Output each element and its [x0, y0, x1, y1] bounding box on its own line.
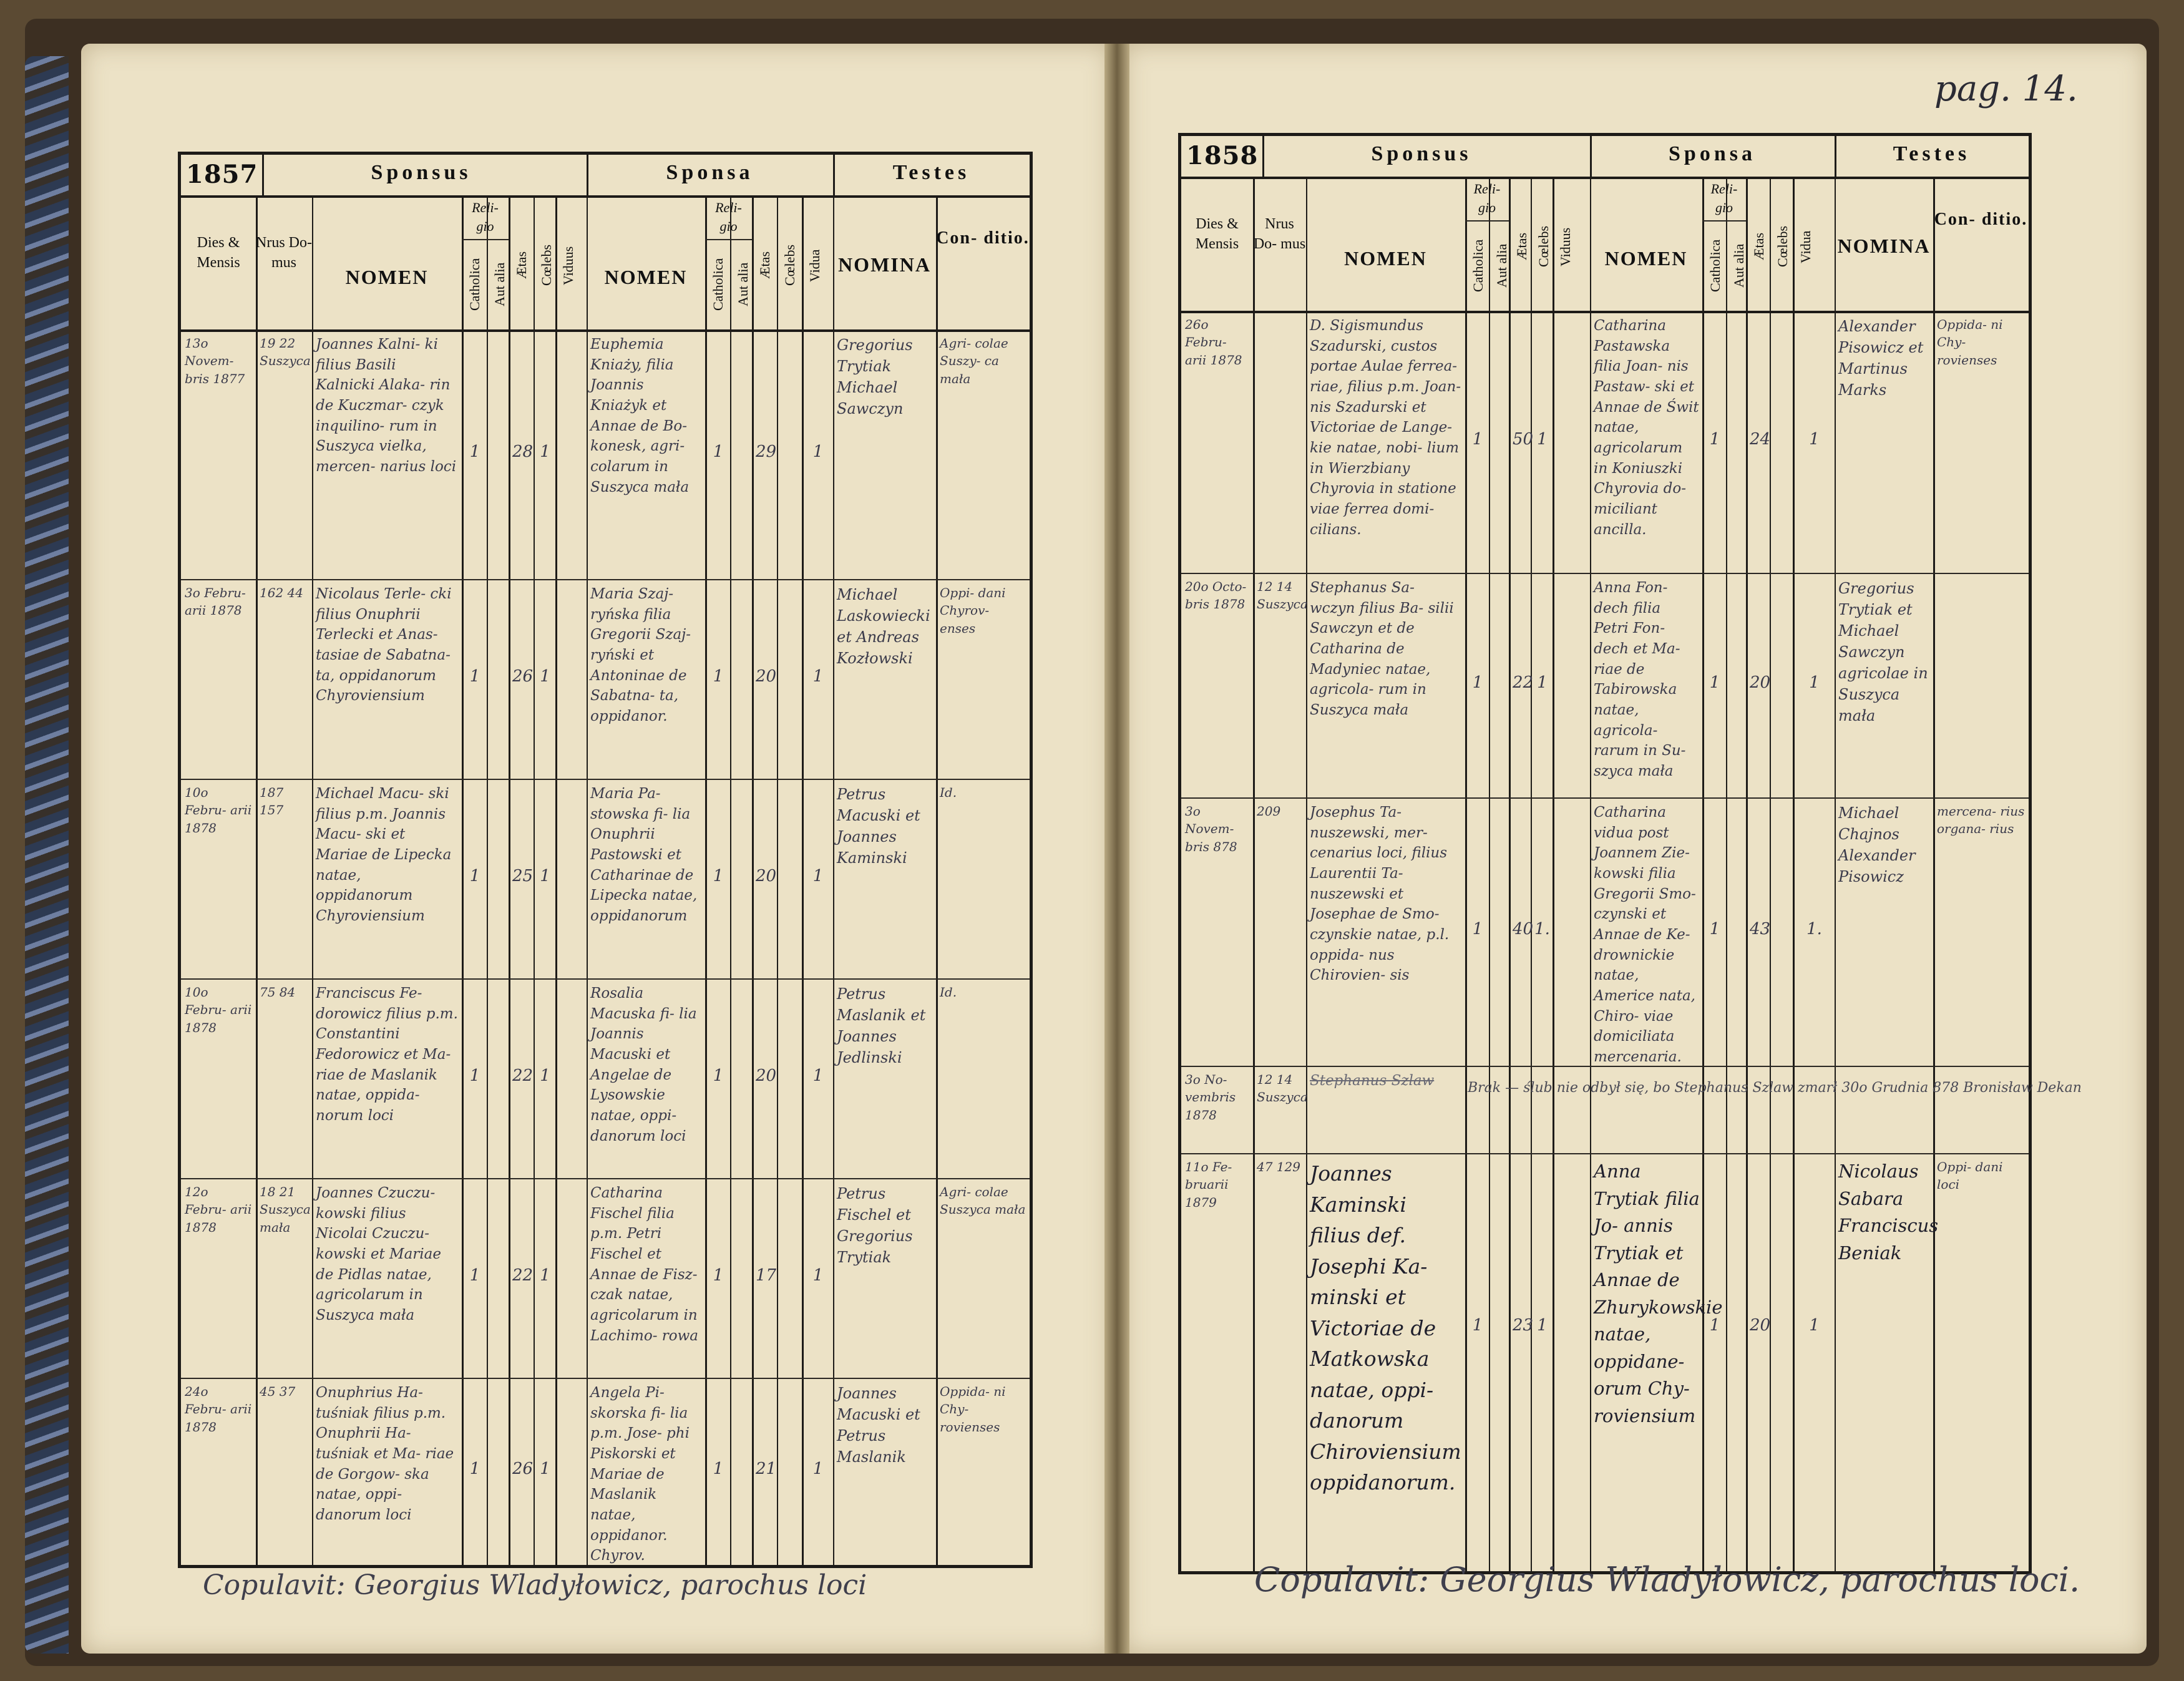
aetas-heading: Ætas — [1751, 233, 1767, 261]
religio-heading: Reli- gio — [472, 200, 499, 234]
entry-sponsa-aetas: 20 — [1750, 1316, 1771, 1335]
sponsa-heading: Sponsa — [666, 161, 754, 184]
entry-witness-condition — [1937, 578, 2026, 794]
viduus-heading: Viduus — [1558, 227, 1573, 266]
sponsus-nomen-heading: NOMEN — [345, 266, 429, 288]
column-line — [462, 195, 464, 1565]
aetas-heading: Ætas — [514, 251, 529, 280]
caelebs-heading: Cœlebs — [539, 245, 554, 286]
entry-sponsus-name: Michael Macu- ski filius p.m. Joannis Macu- ski et Mariae de Lipecka natae, oppidanorum Chyroviensium — [316, 786, 452, 924]
entry-sponsus-catholica: 1 — [1472, 430, 1483, 449]
entry-witness-condition: Agri- colae Suszyca mała — [940, 1184, 1026, 1217]
row-divider — [181, 779, 1030, 780]
testes-heading: Testes — [1893, 142, 1971, 165]
vidua-heading: Vidua — [1798, 230, 1813, 263]
entry-sponsus-catholica: 1 — [469, 1266, 480, 1285]
entry-witness-condition: mercena- rius organa- rius — [1937, 804, 2025, 837]
row-divider — [181, 1178, 1030, 1179]
column-line — [555, 195, 557, 1565]
entry-sponsus-name: Joannes Kaminski filius def. Josephi Ka- minski et Victoriae de Matkowska natae, oppi- danorum Chiroviensium oppidanorum. — [1310, 1161, 1461, 1494]
entry-sponsus-aetas: 22 — [512, 1066, 534, 1085]
entry-sponsus-aetas: 22 — [1513, 673, 1534, 692]
entry-sponsus-name: Stephanus Sa- wczyn filius Ba- silii Sawczyn et de Catharina de Madyniec natae, agricola- rum in Suszyca mała — [1310, 580, 1454, 718]
group-separator — [587, 155, 588, 195]
entry-sponsa-status: 1 — [812, 867, 824, 885]
religio-underline — [1465, 220, 1509, 222]
entry-sponsa-catholica: 1 — [1709, 673, 1720, 692]
entry-sponsus-caelebs: 1 — [1537, 673, 1548, 692]
entry-sponsa-status: 1 — [812, 1266, 824, 1285]
nrus-domus-heading: Nrus Do- mus — [1253, 216, 1306, 253]
column-line — [509, 195, 510, 1565]
catholica-heading: Catholica — [710, 258, 726, 311]
marbled-edge — [25, 56, 69, 1654]
entry-house-number: 19 22 Suszyca — [260, 336, 311, 369]
sponsa-nomen-heading: NOMEN — [604, 266, 688, 288]
group-separator — [833, 155, 835, 195]
entry-sponsa-catholica: 1 — [713, 442, 724, 461]
entry-date: 10o Febru- arii 1878 — [185, 785, 252, 836]
entry-sponsa-status: 1 — [812, 667, 824, 686]
entry-date: 3o Novem- bris 878 — [1185, 804, 1237, 854]
header-divider — [181, 195, 1030, 198]
column-line — [587, 195, 588, 1565]
entry-sponsa-status: 1 — [812, 442, 824, 461]
entry-sponsa-name: Rosalia Macuska fi- lia Joannis Macuski et Angelae de Lysowskie natae, oppi- danorum loci — [590, 985, 697, 1144]
caelebs-heading: Cœlebs — [782, 245, 797, 286]
entry-sponsus-name: Josephus Ta- nuszewski, mer- cenarius loci, filius Laurentii Ta- nuszewski et Josephae de Smo- czynskie natae, p.l. oppida- nus Chirovien- sis — [1310, 804, 1450, 984]
right-register-table — [1178, 133, 2082, 1574]
entry-date: 10o Febru- arii 1878 — [185, 985, 252, 1035]
entry-sponsa-catholica: 1 — [1709, 1316, 1720, 1335]
year-label: 1857 — [186, 160, 258, 189]
entry-house-number: 162 44 — [260, 585, 303, 600]
group-separator — [1835, 136, 1836, 177]
row-divider — [181, 978, 1030, 980]
entry-sponsus-aetas: 23 — [1513, 1316, 1534, 1335]
entry-witnesses: Michael Chajnos Alexander Pisowicz — [1838, 804, 1916, 886]
header-bottom-divider — [1181, 311, 2029, 313]
sponsus-heading: Sponsus — [1371, 142, 1472, 165]
entry-house-number: 45 37 — [260, 1384, 296, 1399]
testes-heading: Testes — [892, 161, 970, 184]
entry-house-number — [1257, 316, 1304, 569]
religio-underline — [705, 239, 752, 240]
book-gutter — [1104, 44, 1129, 1654]
catholica-heading: Catholica — [1707, 239, 1723, 293]
entry-date: 11o Fe- bruarii 1879 — [1185, 1159, 1232, 1210]
religio-heading: Reli- gio — [715, 200, 742, 234]
column-line — [1746, 177, 1748, 1571]
column-line — [802, 195, 804, 1565]
entry-house-number: 18 21 Suszyca mała — [260, 1184, 311, 1235]
entry-witnesses: Alexander Pisowicz et Martinus Marks — [1838, 318, 1924, 399]
aetas-heading: Ætas — [1514, 233, 1529, 261]
religio-underline — [1702, 220, 1746, 222]
entry-sponsus-name: Stephanus Szlaw — [1310, 1073, 1435, 1089]
entry-sponsus-catholica: 1 — [469, 442, 480, 461]
entry-sponsus-name: D. Sigismundus Szadurski, custos portae Aulae ferrea- riae, filius p.m. Joan- nis Szadurski et Victoriae de Lange- kie natae, nobi- lium in Wierzbiany Chyrovia in statione viae ferrea domi- cilians. — [1310, 318, 1461, 538]
entry-sponsa-name: Angela Pi- skorska fi- lia p.m. Jose- phi Piskorski et Mariae de Maslanik natae, oppidanor. Chyrov. — [590, 1385, 690, 1564]
entry-date: 13o Novem- bris 1877 — [185, 336, 245, 386]
entry-sponsus-caelebs: 1 — [540, 1066, 550, 1085]
entry-sponsus-catholica: 1 — [469, 1459, 480, 1478]
entry-witnesses: Michael Laskowiecki et Andreas Kozłowski — [837, 586, 930, 668]
sponsus-heading: Sponsus — [371, 161, 472, 184]
entry-sponsa-name: Catharina Pastawska filia Joan- nis Pastaw- ski et Annae de Świt natae, agricolarum in Koniuszki Chyrovia do- miciliant ancilla. — [1594, 318, 1699, 538]
entry-sponsa-name: Anna Trytiak filia Jo- annis Trytiak et Annae de Zhurykowskie natae, oppidane- orum Chy- roviensium — [1594, 1161, 1723, 1426]
entry-witnesses: Joannes Macuski et Petrus Maslanik — [837, 1385, 920, 1466]
column-line — [1489, 177, 1490, 1571]
entry-sponsa-catholica: 1 — [713, 1266, 724, 1285]
entry-witnesses: Nicolaus Sabara Franciscus Beniak — [1838, 1161, 1939, 1264]
aut-alia-heading: Aut alia — [735, 262, 751, 307]
entry-sponsus-aetas: 22 — [512, 1266, 534, 1285]
entry-sponsa-status: 1. — [1806, 920, 1822, 938]
column-line — [1465, 177, 1467, 1571]
column-line — [705, 195, 707, 1565]
entry-sponsa-aetas: 20 — [756, 667, 777, 686]
entry-witnesses: Petrus Maslanik et Joannes Jedlinski — [837, 985, 926, 1067]
entry-sponsa-catholica: 1 — [1709, 430, 1720, 449]
religio-heading: Reli- gio — [1473, 181, 1501, 215]
entry-sponsus-caelebs: 1 — [1537, 1316, 1548, 1335]
entry-witnesses: Petrus Macuski et Joannes Kaminski — [837, 786, 920, 867]
entry-sponsus-name: Onuphrius Ha- tuśniak filius p.m. Onuphrii Ha- tuśniak et Ma- riae de Gorgow- ska natae, oppi- danorum loci — [316, 1385, 454, 1523]
group-separator — [1590, 136, 1592, 177]
column-line — [534, 195, 535, 1565]
entry-sponsa-status: 1 — [1809, 430, 1820, 449]
column-line — [1770, 177, 1771, 1571]
year-separator — [262, 155, 264, 195]
caelebs-heading: Cœlebs — [1775, 226, 1790, 268]
entry-date: 20o Octo- bris 1878 — [1185, 579, 1247, 612]
entry-sponsa-name: Anna Fon- dech filia Petri Fon- dech et Ma- riae de Tabirowska natae, agricola- rarum in Su- szyca mała — [1594, 580, 1686, 779]
column-line — [1726, 177, 1727, 1571]
entry-sponsa-catholica: 1 — [713, 1459, 724, 1478]
entry-sponsa-name: Euphemia Kniaży, filia Joannis Kniażyk et Annae de Bo- konesk, agri- colarum in Suszyca mała — [590, 336, 690, 495]
left-register-table — [178, 152, 1033, 1568]
entry-sponsa-aetas: 29 — [756, 442, 777, 461]
entry-sponsus-caelebs: 1. — [1534, 920, 1550, 938]
aetas-heading: Ætas — [757, 251, 773, 280]
entry-sponsus-caelebs: 1 — [540, 1266, 550, 1285]
row-divider — [1181, 1153, 2029, 1154]
column-line — [487, 195, 488, 1565]
entry-witness-condition: Oppida- ni Chy- rovienses — [940, 1384, 1006, 1435]
entry-sponsus-catholica: 1 — [1472, 920, 1483, 938]
column-line — [1253, 177, 1255, 1571]
year-separator — [1262, 136, 1264, 177]
sponsa-nomen-heading: NOMEN — [1604, 247, 1688, 270]
header-bottom-divider — [181, 329, 1030, 332]
entry-sponsus-aetas: 40 — [1513, 920, 1534, 938]
entry-sponsus-aetas: 26 — [512, 1459, 534, 1478]
entry-witness-condition: Oppida- ni Chy- rovienses — [1937, 317, 2003, 368]
column-line — [1702, 177, 1704, 1571]
entry-sponsus-caelebs: 1 — [540, 867, 550, 885]
right-signature: Copulavit: Georgius Wladyłowicz, parochus loci. — [1254, 1560, 2080, 1599]
row-divider — [181, 579, 1030, 580]
entry-sponsa-status: 1 — [1809, 673, 1820, 692]
entry-sponsus-aetas: 50 — [1513, 430, 1534, 449]
column-line — [1553, 177, 1554, 1571]
entry-sponsus-name: Franciscus Fe- dorowicz filius p.m. Constantini Fedorowicz et Ma- riae de Maslanik natae, oppida- norum loci — [316, 985, 458, 1124]
column-line — [1590, 177, 1591, 1571]
sponsus-nomen-heading: NOMEN — [1344, 247, 1427, 270]
entry-sponsus-catholica: 1 — [1472, 673, 1483, 692]
religio-heading: Reli- gio — [1710, 181, 1738, 215]
page-number: pag. 14. — [1934, 69, 2078, 109]
entry-sponsus-aetas: 28 — [512, 442, 534, 461]
entry-sponsus-name: Joannes Czuczu- kowski filius Nicolai Czuczu- kowski et Mariae de Pidlas natae, agricolarum in Suszyca mała — [316, 1185, 441, 1323]
entry-house-number: 75 84 — [260, 985, 296, 1000]
aut-alia-heading: Aut alia — [1731, 243, 1747, 288]
entry-sponsus-name: Joannes Kalni- ki filius Basili Kalnicki Alaka- rin de Kuczmar- czyk inquilino- rum in Suszyca vielka, mercen- narius loci — [316, 336, 457, 475]
entry-sponsus-catholica: 1 — [469, 667, 480, 686]
entry-sponsa-status: 1 — [812, 1066, 824, 1085]
entry-sponsa-catholica: 1 — [1709, 920, 1720, 938]
aut-alia-heading: Aut alia — [1494, 243, 1509, 288]
conditio-heading: Con- ditio. — [936, 228, 1030, 248]
row-divider — [1181, 797, 2029, 799]
entry-sponsa-aetas: 24 — [1750, 430, 1771, 449]
column-line — [1835, 177, 1836, 1571]
entry-sponsa-status: 1 — [812, 1459, 824, 1478]
entry-house-number: 187 157 — [260, 785, 284, 818]
entry-sponsa-aetas: 17 — [756, 1266, 777, 1285]
dies-mensis-heading: Dies & Mensis — [1195, 216, 1239, 253]
header-divider — [1181, 177, 2029, 179]
column-line — [1531, 177, 1532, 1571]
entry-sponsa-aetas: 21 — [756, 1459, 777, 1478]
entry-sponsa-catholica: 1 — [713, 1066, 724, 1085]
entry-witness-condition: Agri- colae Suszy- ca mała — [940, 336, 1008, 386]
column-line — [1933, 177, 1935, 1571]
entry-sponsus-caelebs: 1 — [1537, 430, 1548, 449]
entry-sponsus-aetas: 26 — [512, 667, 534, 686]
entry-sponsus-caelebs: 1 — [540, 442, 550, 461]
entry-note: Brak — ślub nie odbył się, bo Stephanus Szlaw zmarł 30o Grudnia 878 Bronisław Dekan — [1468, 1080, 2082, 1096]
conditio-heading: Con- ditio. — [1934, 210, 2028, 229]
entry-date: 3o Febru- arii 1878 — [185, 585, 246, 618]
entry-witness-condition: Id. — [940, 985, 957, 1000]
entry-date: 12o Febru- arii 1878 — [185, 1184, 252, 1235]
entry-sponsus-catholica: 1 — [469, 1066, 480, 1085]
entry-sponsa-aetas: 20 — [1750, 673, 1771, 692]
entry-sponsa-catholica: 1 — [713, 667, 724, 686]
caelebs-heading: Cœlebs — [1536, 226, 1551, 268]
column-line — [730, 195, 731, 1565]
row-divider — [181, 1378, 1030, 1379]
viduus-heading: Viduus — [560, 246, 576, 285]
vidua-heading: Vidua — [807, 249, 822, 282]
entry-witness-condition: Id. — [940, 785, 957, 800]
aut-alia-heading: Aut alia — [492, 262, 507, 307]
column-line — [312, 195, 313, 1565]
dies-mensis-heading: Dies & Mensis — [197, 235, 240, 271]
entry-sponsa-status: 1 — [1809, 1316, 1820, 1335]
entry-witness-condition: Oppi- dani loci — [1937, 1159, 2003, 1192]
entry-witnesses: Gregorius Trytiak Michael Sawczyn — [837, 336, 913, 418]
entry-sponsa-name: Maria Szaj- ryńska filia Gregorii Szaj- ryński et Antoninae de Sabatna- ta, oppidanor. — [590, 586, 691, 724]
entry-house-number: 12 14 Suszyca — [1257, 1072, 1308, 1105]
entry-witnesses: Gregorius Trytiak et Michael Sawczyn agricolae in Suszyca mała — [1838, 580, 1928, 725]
column-line — [1306, 177, 1307, 1571]
entry-sponsa-aetas: 43 — [1750, 920, 1771, 938]
row-divider — [1181, 1066, 2029, 1067]
entry-sponsus-name: Nicolaus Terle- cki filius Onuphrii Terlecki et Anas- tasiae de Sabatna- ta, oppidanorum Chyroviensium — [316, 586, 452, 704]
catholica-heading: Catholica — [467, 258, 482, 311]
column-line — [1793, 177, 1795, 1571]
column-line — [1509, 177, 1511, 1571]
entry-date: 24o Febru- arii 1878 — [185, 1384, 252, 1435]
entry-sponsus-catholica: 1 — [1472, 1316, 1483, 1335]
column-line — [936, 195, 938, 1565]
nomina-heading: NOMINA — [1837, 235, 1931, 257]
nrus-domus-heading: Nrus Do- mus — [256, 235, 312, 271]
entry-sponsa-catholica: 1 — [713, 867, 724, 885]
year-label: 1858 — [1186, 141, 1259, 170]
column-line — [833, 195, 834, 1565]
column-line — [777, 195, 778, 1565]
entry-date: 26o Febru- arii 1878 — [1185, 317, 1242, 368]
entry-sponsus-caelebs: 1 — [540, 667, 550, 686]
left-signature: Copulavit: Georgius Wladyłowicz, parochus loci — [203, 1569, 867, 1601]
entry-sponsa-aetas: 20 — [756, 867, 777, 885]
entry-sponsa-name: Maria Pa- stowska fi- lia Onuphrii Pastowski et Catharinae de Lipecka natae, oppidanorum — [590, 786, 698, 924]
row-divider — [1181, 573, 2029, 574]
entry-house-number: 12 14 Suszyca — [1257, 579, 1308, 612]
entry-house-number: 209 — [1257, 804, 1281, 819]
entry-sponsus-catholica: 1 — [469, 867, 480, 885]
entry-sponsa-name: Catharina Fischel filia p.m. Petri Fischel et Annae de Fisz- czak natae, agricolarum in Lachimo- rowa — [590, 1185, 699, 1344]
nomina-heading: NOMINA — [838, 253, 931, 276]
entry-sponsa-aetas: 20 — [756, 1066, 777, 1085]
entry-witness-condition: Oppi- dani Chyrov- enses — [940, 585, 1006, 636]
catholica-heading: Catholica — [1470, 239, 1486, 293]
column-line — [256, 195, 258, 1565]
entry-sponsus-aetas: 25 — [512, 867, 534, 885]
religio-underline — [462, 239, 509, 240]
column-line — [752, 195, 754, 1565]
entry-witnesses: Petrus Fischel et Gregorius Trytiak — [837, 1185, 913, 1267]
entry-sponsus-caelebs: 1 — [540, 1459, 550, 1478]
sponsa-heading: Sponsa — [1669, 142, 1756, 165]
entry-house-number: 47 129 — [1257, 1159, 1300, 1174]
entry-sponsa-name: Catharina vidua post Joannem Zie- kowski filia Gregorii Smo- czynski et Annae de Ke- drownickie natae, Americe nata, Chiro- viae domiciliata mercenaria. — [1594, 804, 1696, 1065]
entry-date: 3o No- vembris 1878 — [1185, 1072, 1236, 1123]
